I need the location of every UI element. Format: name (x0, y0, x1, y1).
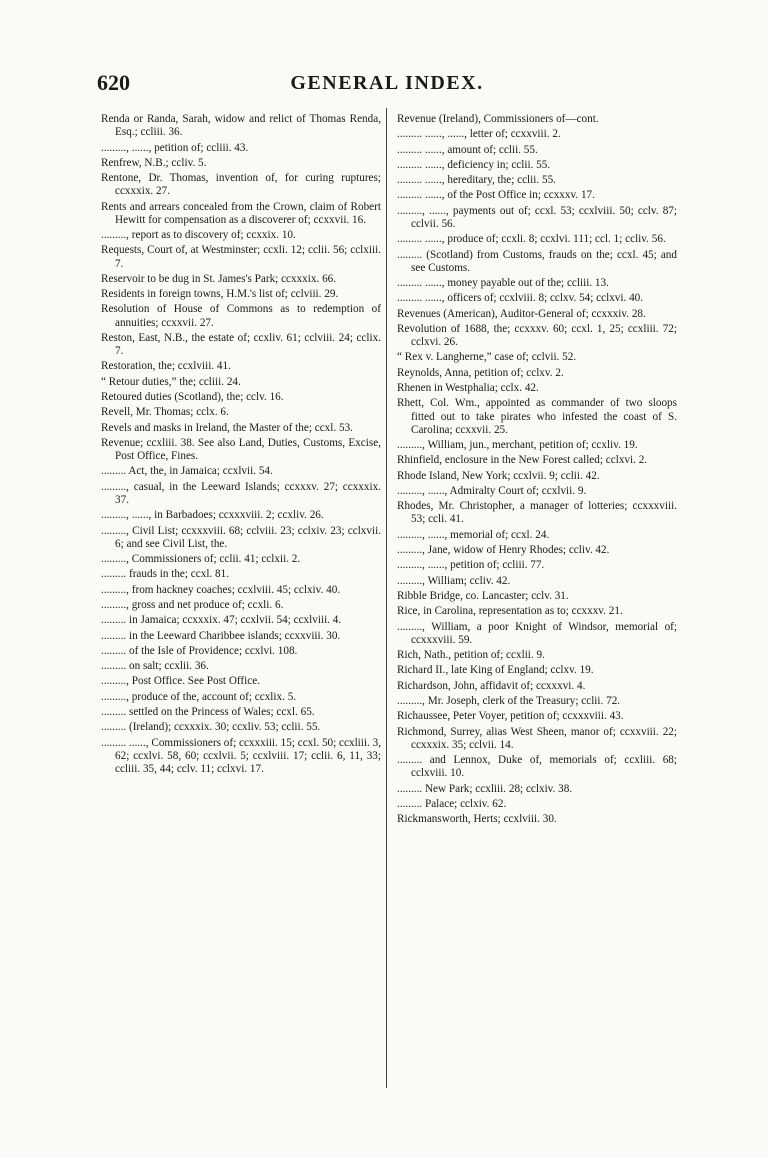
index-entry: ........., William; ccliv. 42. (397, 574, 511, 587)
index-entry: Rhinfield, enclosure in the New Forest called; cclxvi. 2. (397, 454, 648, 467)
index-entry: ........., ......, petition of; ccliii. 77. (397, 559, 545, 572)
index-entry: ......... and Lennox, Duke of, memorials of; ccxliii. 68; cclxviii. 10. (397, 754, 677, 780)
index-entry: ......... (Scotland) from Customs, frauds on the; ccxl. 45; and see Customs. (397, 248, 677, 274)
index-entry: ......... ......, amount of; cclii. 55. (397, 143, 538, 156)
index-entry: Revenue; ccxliii. 38. See also Land, Duties, Customs, Excise, Post Office, Fines. (101, 436, 381, 463)
index-entry: Rhett, Col. Wm., appointed as commander of two sloops fitted out to take pirates who infested the coast of S. Carolina; ccxxvii. 25. (397, 397, 677, 436)
running-title: GENERAL INDEX. (290, 72, 484, 94)
index-entry: ........., Mr. Joseph, clerk of the Treasury; cclii. 72. (397, 694, 621, 707)
index-entry: ......... ......, hereditary, the; cclii. 55. (397, 174, 556, 187)
index-entry: ........., ......, Admiralty Court of; ccxlvii. 9. (397, 484, 587, 497)
index-entry: ......... (Ireland); ccxxxix. 30; ccxliv. 53; cclii. 55. (101, 721, 321, 734)
index-entry: “ Retour duties,” the; ccliii. 24. (101, 375, 241, 388)
index-entry: ........., Civil List; ccxxxviii. 68; cclviii. 23; cclxiv. 23; cclxvii. 6; and see Civil List, the. (101, 524, 381, 550)
index-entry: ........., ......, memorial of; ccxl. 24. (397, 528, 550, 541)
index-entry: ......... ......, ......, letter of; ccxxviii. 2. (397, 128, 561, 141)
index-entry: ......... in the Leeward Charibbee islands; ccxxviii. 30. (101, 629, 341, 642)
index-entry: Revels and masks in Ireland, the Master of the; ccxl. 53. (101, 421, 353, 434)
index-entry: Rhodes, Mr. Christopher, a manager of lotteries; ccxxxviii. 53; ccli. 41. (397, 500, 677, 526)
index-entry: Requests, Court of, at Westminster; ccxli. 12; cclii. 56; cclxiii. 7. (101, 244, 381, 270)
index-entry: Rhode Island, New York; ccxlvii. 9; cclii. 42. (397, 469, 600, 482)
index-entry: ........., gross and net produce of; ccxli. 6. (101, 598, 284, 611)
index-entry: ......... New Park; ccxliii. 28; cclxiv. 38. (397, 782, 573, 795)
index-entry: Renfrew, N.B.; ccliv. 5. (101, 156, 207, 169)
index-entry: Richard II., late King of England; cclxv. 19. (397, 664, 594, 677)
index-entry: Retoured duties (Scotland), the; cclv. 16. (101, 391, 284, 404)
right-column (397, 113, 677, 828)
left-column (101, 113, 381, 778)
index-entry: Revenue (Ireland), Commissioners of—cont. (397, 113, 599, 125)
index-entry: ........., from hackney coaches; ccxlviii. 45; cclxiv. 40. (101, 583, 341, 596)
index-entry: ......... frauds in the; ccxl. 81. (101, 568, 230, 581)
index-entry: ......... ......, officers of; ccxlviii. 8; cclxv. 54; cclxvi. 40. (397, 292, 644, 305)
index-entry: Rentone, Dr. Thomas, invention of, for curing ruptures; ccxxxix. 27. (101, 172, 381, 198)
page-header (97, 70, 677, 100)
index-entry: “ Rex v. Langherne,” case of; cclvii. 52. (397, 351, 577, 364)
index-entry: Rents and arrears concealed from the Crown, claim of Robert Hewitt for compensation as a discoverer of; ccxxvii. 16. (101, 200, 381, 226)
index-entry: Rhenen in Westphalia; cclx. 42. (397, 382, 539, 395)
index-entry: ........., Commissioners of; cclii. 41; cclxii. 2. (101, 553, 301, 566)
index-entry: ........., report as to discovery of; ccxxix. 10. (101, 229, 296, 242)
index-entry: ........., casual, in the Leeward Islands; ccxxxv. 27; ccxxxix. 37. (101, 480, 381, 506)
index-entry: Ribble Bridge, co. Lancaster; cclv. 31. (397, 589, 569, 602)
index-entry: Reynolds, Anna, petition of; cclxv. 2. (397, 366, 564, 379)
index-entry: ......... ......, money payable out of the; ccliii. 13. (397, 277, 609, 290)
index-entry: ........., William, a poor Knight of Windsor, memorial of; ccxxxviii. 59. (397, 620, 677, 646)
index-entry: ......... in Jamaica; ccxxxix. 47; ccxlvii. 54; ccxlviii. 4. (101, 614, 342, 627)
index-entry: ......... ......, produce of; ccxli. 8; ccxlvi. 111; ccl. 1; ccliv. 56. (397, 233, 666, 246)
index-entry: Richardson, John, affidavit of; ccxxxvi. 4. (397, 679, 586, 692)
index-entry: ......... of the Isle of Providence; ccxlvi. 108. (101, 644, 298, 657)
index-entry: Rickmansworth, Herts; ccxlviii. 30. (397, 813, 557, 826)
index-entry: ........., William, jun., merchant, petition of; ccxliv. 19. (397, 439, 638, 452)
index-entry: ......... ......, Commissioners of; ccxxxiii. 15; ccxl. 50; ccxliii. 3, 62; ccxlvi. 58, 60; ccxlvii. 5; ccxlviii. 17; cclii. 6, 11, 33; ccliii. 35, 44; cclv. 11; cclxvi. 17. (101, 736, 381, 776)
index-entry: Reston, East, N.B., the estate of; ccxliv. 61; cclviii. 24; cclix. 7. (101, 331, 381, 358)
index-entry: Reservoir to be dug in St. James's Park; ccxxxix. 66. (101, 272, 337, 285)
index-entry: ......... settled on the Princess of Wales; ccxl. 65. (101, 706, 315, 719)
index-entry: ........., Jane, widow of Henry Rhodes; ccliv. 42. (397, 544, 610, 557)
index-entry: Resolution of House of Commons as to redemption of annuities; ccxxvii. 27. (101, 303, 381, 329)
index-entry: ......... on salt; ccxlii. 36. (101, 660, 209, 673)
index-entry: Revolution of 1688, the; ccxxxv. 60; ccxl. 1, 25; ccxliii. 72; cclxvi. 26. (397, 322, 677, 349)
index-entry: ......... ......, deficiency in; cclii. 55. (397, 158, 551, 171)
index-entry: Rich, Nath., petition of; ccxlii. 9. (397, 649, 545, 662)
index-entry: ......... ......, of the Post Office in; ccxxxv. 17. (397, 189, 595, 202)
index-entry: Residents in foreign towns, H.M.'s list of; cclviii. 29. (101, 288, 339, 301)
index-entry: Revell, Mr. Thomas; cclx. 6. (101, 406, 229, 419)
index-entry: Richmond, Surrey, alias West Sheen, manor of; ccxxviii. 22; ccxxxix. 35; cclvii. 14. (397, 725, 677, 751)
index-entry: Richaussee, Peter Voyer, petition of; ccxxxviii. 43. (397, 710, 624, 723)
index-entry: ........., Post Office. See Post Office. (101, 675, 260, 688)
index-entry: ........., ......, payments out of; ccxl. 53; ccxlviii. 50; cclv. 87; cclvii. 56. (397, 204, 677, 230)
index-entry: Revenues (American), Auditor-General of; ccxxxiv. 28. (397, 307, 646, 320)
index-entry: ......... Act, the, in Jamaica; ccxlvii. 54. (101, 465, 273, 478)
index-entry: ........., ......, petition of; ccliii. 43. (101, 141, 249, 154)
index-entry: ........., produce of the, account of; ccxlix. 5. (101, 690, 297, 703)
index-entry: Rice, in Carolina, representation as to; ccxxxv. 21. (397, 605, 623, 618)
index-entry: Restoration, the; ccxlviii. 41. (101, 360, 231, 373)
index-entry: ......... Palace; cclxiv. 62. (397, 797, 507, 810)
column-divider (386, 108, 387, 1088)
index-entry: ........., ......, in Barbadoes; ccxxxviii. 2; ccxliv. 26. (101, 509, 324, 522)
index-entry: Renda or Randa, Sarah, widow and relict of Thomas Renda, Esq.; ccliii. 36. (101, 113, 381, 139)
page-number: 620 (97, 70, 130, 95)
